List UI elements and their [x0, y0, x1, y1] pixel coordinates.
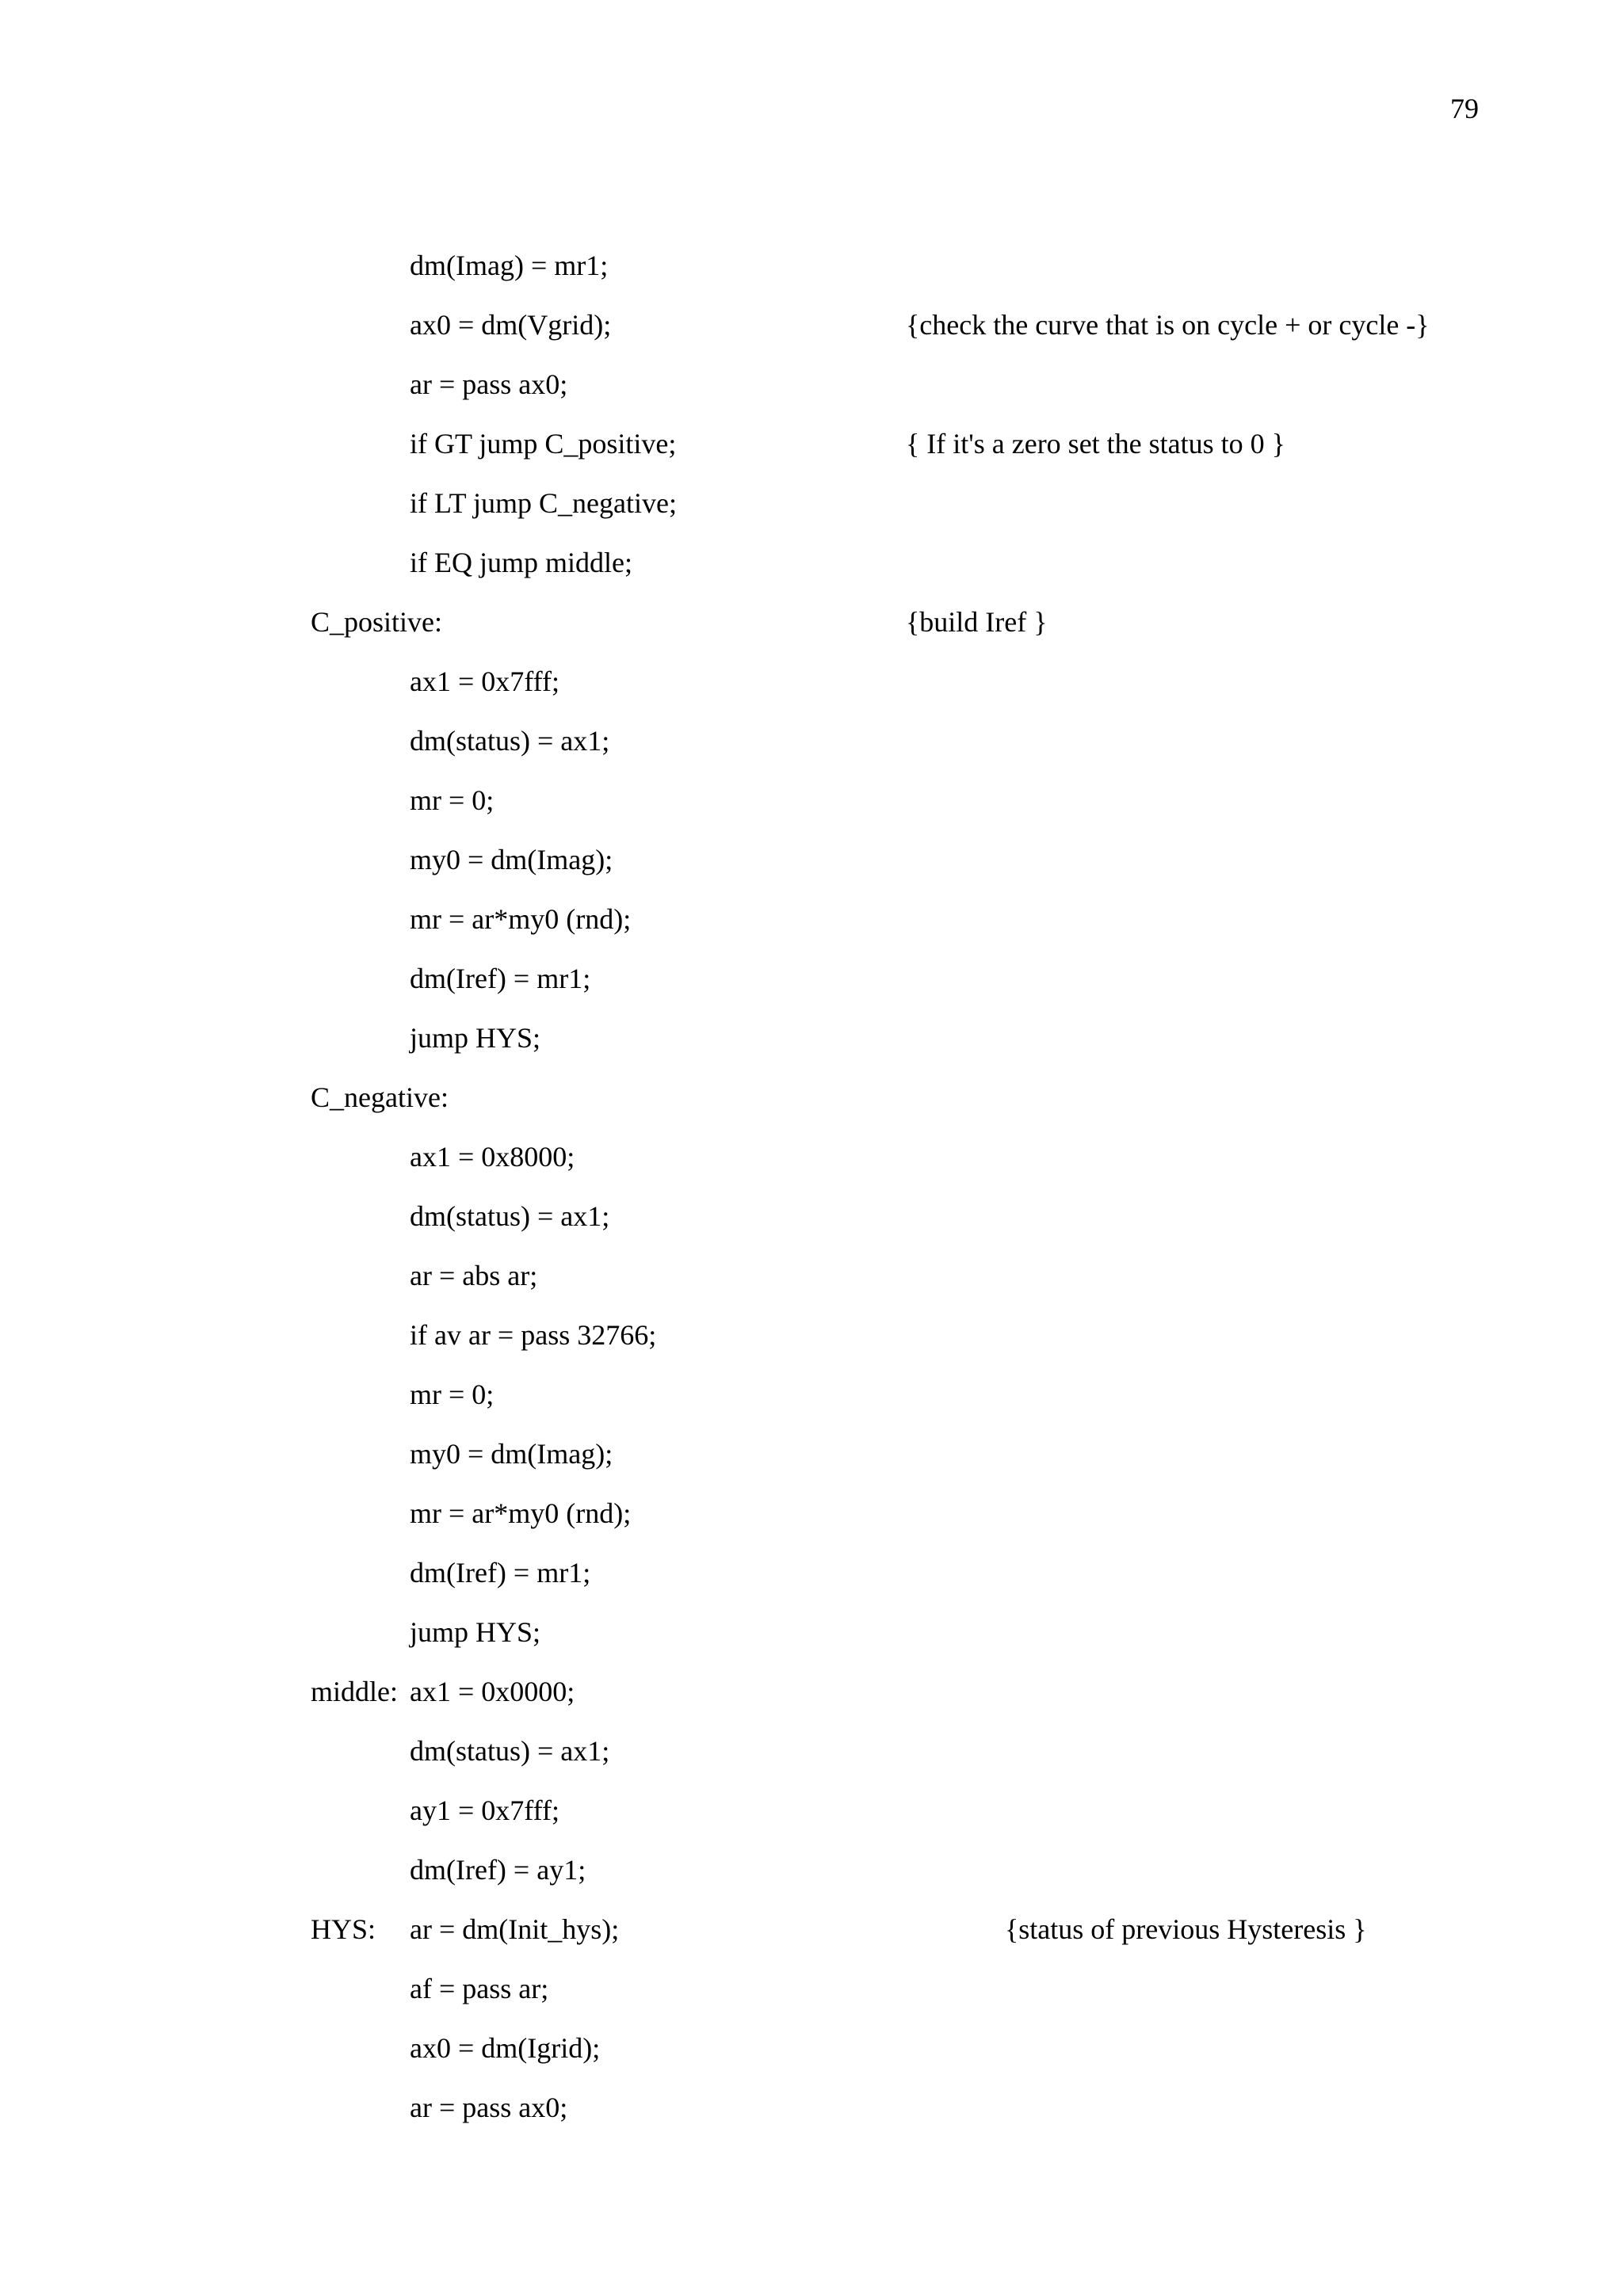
code-label: C_negative: — [311, 1081, 449, 1113]
code-text: dm(status) = ax1; — [410, 1200, 610, 1232]
code-text: if av ar = pass 32766; — [410, 1319, 657, 1351]
code-line — [0, 305, 1623, 364]
code-line — [0, 721, 1623, 780]
code-comment: {build Iref } — [906, 606, 1048, 638]
code-text: jump HYS; — [410, 1022, 541, 1054]
code-line — [0, 1493, 1623, 1553]
code-comment: { If it's a zero set the status to 0 } — [906, 428, 1285, 460]
code-text: dm(Iref) = mr1; — [410, 1557, 591, 1589]
page-number: 79 — [1450, 93, 1479, 124]
code-label: middle: — [311, 1676, 398, 1707]
code-line — [0, 899, 1623, 959]
code-text: ar = abs ar; — [410, 1260, 538, 1291]
code-line — [0, 1077, 1623, 1137]
code-text: if LT jump C_negative; — [410, 487, 677, 519]
code-text: if EQ jump middle; — [410, 547, 632, 578]
code-line — [0, 1434, 1623, 1493]
code-text: ay1 = 0x7fff; — [410, 1794, 559, 1826]
code-text: mr = ar*my0 (rnd); — [410, 903, 632, 935]
code-text: dm(Imag) = mr1; — [410, 250, 609, 281]
code-line — [0, 1969, 1623, 2028]
code-line — [0, 1375, 1623, 1434]
code-line — [0, 1731, 1623, 1791]
code-line — [0, 364, 1623, 424]
code-line — [0, 1850, 1623, 1909]
code-line — [0, 2028, 1623, 2088]
code-text: mr = 0; — [410, 1379, 495, 1410]
code-line — [0, 1196, 1623, 1256]
code-text: mr = 0; — [410, 784, 495, 816]
code-line — [0, 840, 1623, 899]
code-line — [0, 1672, 1623, 1731]
code-line — [0, 1909, 1623, 1969]
code-comment: {status of previous Hysteresis } — [1005, 1913, 1367, 1945]
code-label: C_positive: — [311, 606, 443, 638]
code-line — [0, 246, 1623, 305]
code-line — [0, 602, 1623, 662]
code-label: HYS: — [311, 1913, 376, 1945]
code-text: ar = dm(Init_hys); — [410, 1913, 620, 1945]
code-line — [0, 1791, 1623, 1850]
code-line — [0, 543, 1623, 602]
code-text: ax1 = 0x8000; — [410, 1141, 575, 1173]
code-text: dm(status) = ax1; — [410, 1735, 610, 1767]
code-text: my0 = dm(Imag); — [410, 844, 613, 875]
code-text: ar = pass ax0; — [410, 368, 568, 400]
code-line — [0, 1553, 1623, 1612]
code-comment: {check the curve that is on cycle + or cycle -} — [906, 309, 1430, 341]
code-line — [0, 2088, 1623, 2147]
code-line — [0, 1315, 1623, 1375]
code-line — [0, 780, 1623, 840]
code-text: ax0 = dm(Vgrid); — [410, 309, 612, 341]
code-text: ax0 = dm(Igrid); — [410, 2032, 601, 2064]
code-line — [0, 1256, 1623, 1315]
code-text: my0 = dm(Imag); — [410, 1438, 613, 1470]
code-line — [0, 662, 1623, 721]
code-text: jump HYS; — [410, 1616, 541, 1648]
code-listing — [0, 246, 1623, 2147]
code-text: ar = pass ax0; — [410, 2092, 568, 2123]
code-line — [0, 1137, 1623, 1196]
code-line — [0, 424, 1623, 483]
code-text: ax1 = 0x7fff; — [410, 666, 559, 697]
code-text: dm(Iref) = mr1; — [410, 963, 591, 994]
code-line — [0, 959, 1623, 1018]
code-text: if GT jump C_positive; — [410, 428, 677, 460]
code-line — [0, 483, 1623, 543]
code-line — [0, 1018, 1623, 1077]
code-text: ax1 = 0x0000; — [410, 1676, 575, 1707]
code-line — [0, 1612, 1623, 1672]
code-text: mr = ar*my0 (rnd); — [410, 1497, 632, 1529]
code-text: dm(status) = ax1; — [410, 725, 610, 757]
code-text: af = pass ar; — [410, 1973, 549, 2004]
code-text: dm(Iref) = ay1; — [410, 1854, 586, 1886]
